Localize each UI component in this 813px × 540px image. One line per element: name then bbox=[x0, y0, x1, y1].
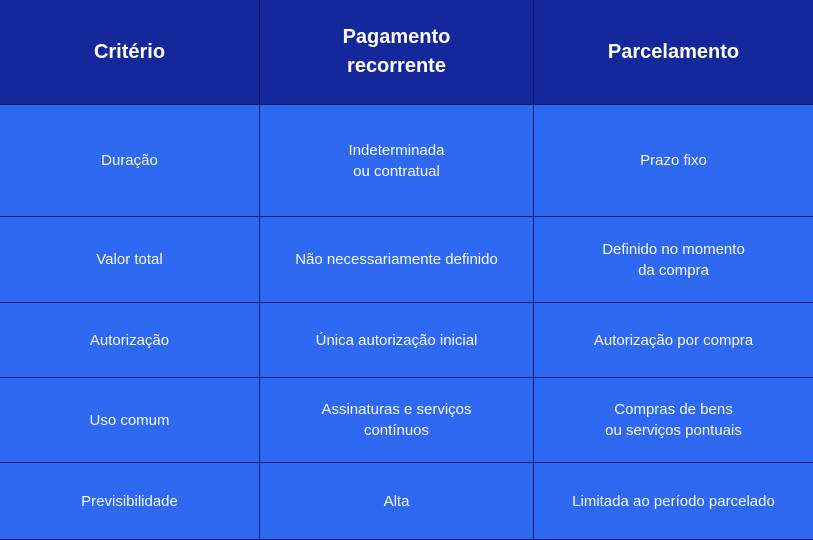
row-label-duracao: Duração bbox=[0, 105, 260, 217]
table-cell: Autorização por compra bbox=[534, 303, 813, 378]
table-cell: Assinaturas e serviços contínuos bbox=[260, 378, 534, 463]
header-cell-pagamento-recorrente: Pagamento recorrente bbox=[260, 0, 534, 105]
row-label-previsibilidade: Previsibilidade bbox=[0, 463, 260, 540]
header-cell-parcelamento: Parcelamento bbox=[534, 0, 813, 105]
row-label-autorizacao: Autorização bbox=[0, 303, 260, 378]
table-cell: Não necessariamente definido bbox=[260, 217, 534, 303]
table-cell: Alta bbox=[260, 463, 534, 540]
header-cell-criterio: Critério bbox=[0, 0, 260, 105]
row-label-valor-total: Valor total bbox=[0, 217, 260, 303]
row-label-uso-comum: Uso comum bbox=[0, 378, 260, 463]
table-cell: Indeterminada ou contratual bbox=[260, 105, 534, 217]
table-cell: Limitada ao período parcelado bbox=[534, 463, 813, 540]
table-cell: Única autorização inicial bbox=[260, 303, 534, 378]
table-cell: Compras de bens ou serviços pontuais bbox=[534, 378, 813, 463]
table-cell: Prazo fixo bbox=[534, 105, 813, 217]
table-cell: Definido no momento da compra bbox=[534, 217, 813, 303]
